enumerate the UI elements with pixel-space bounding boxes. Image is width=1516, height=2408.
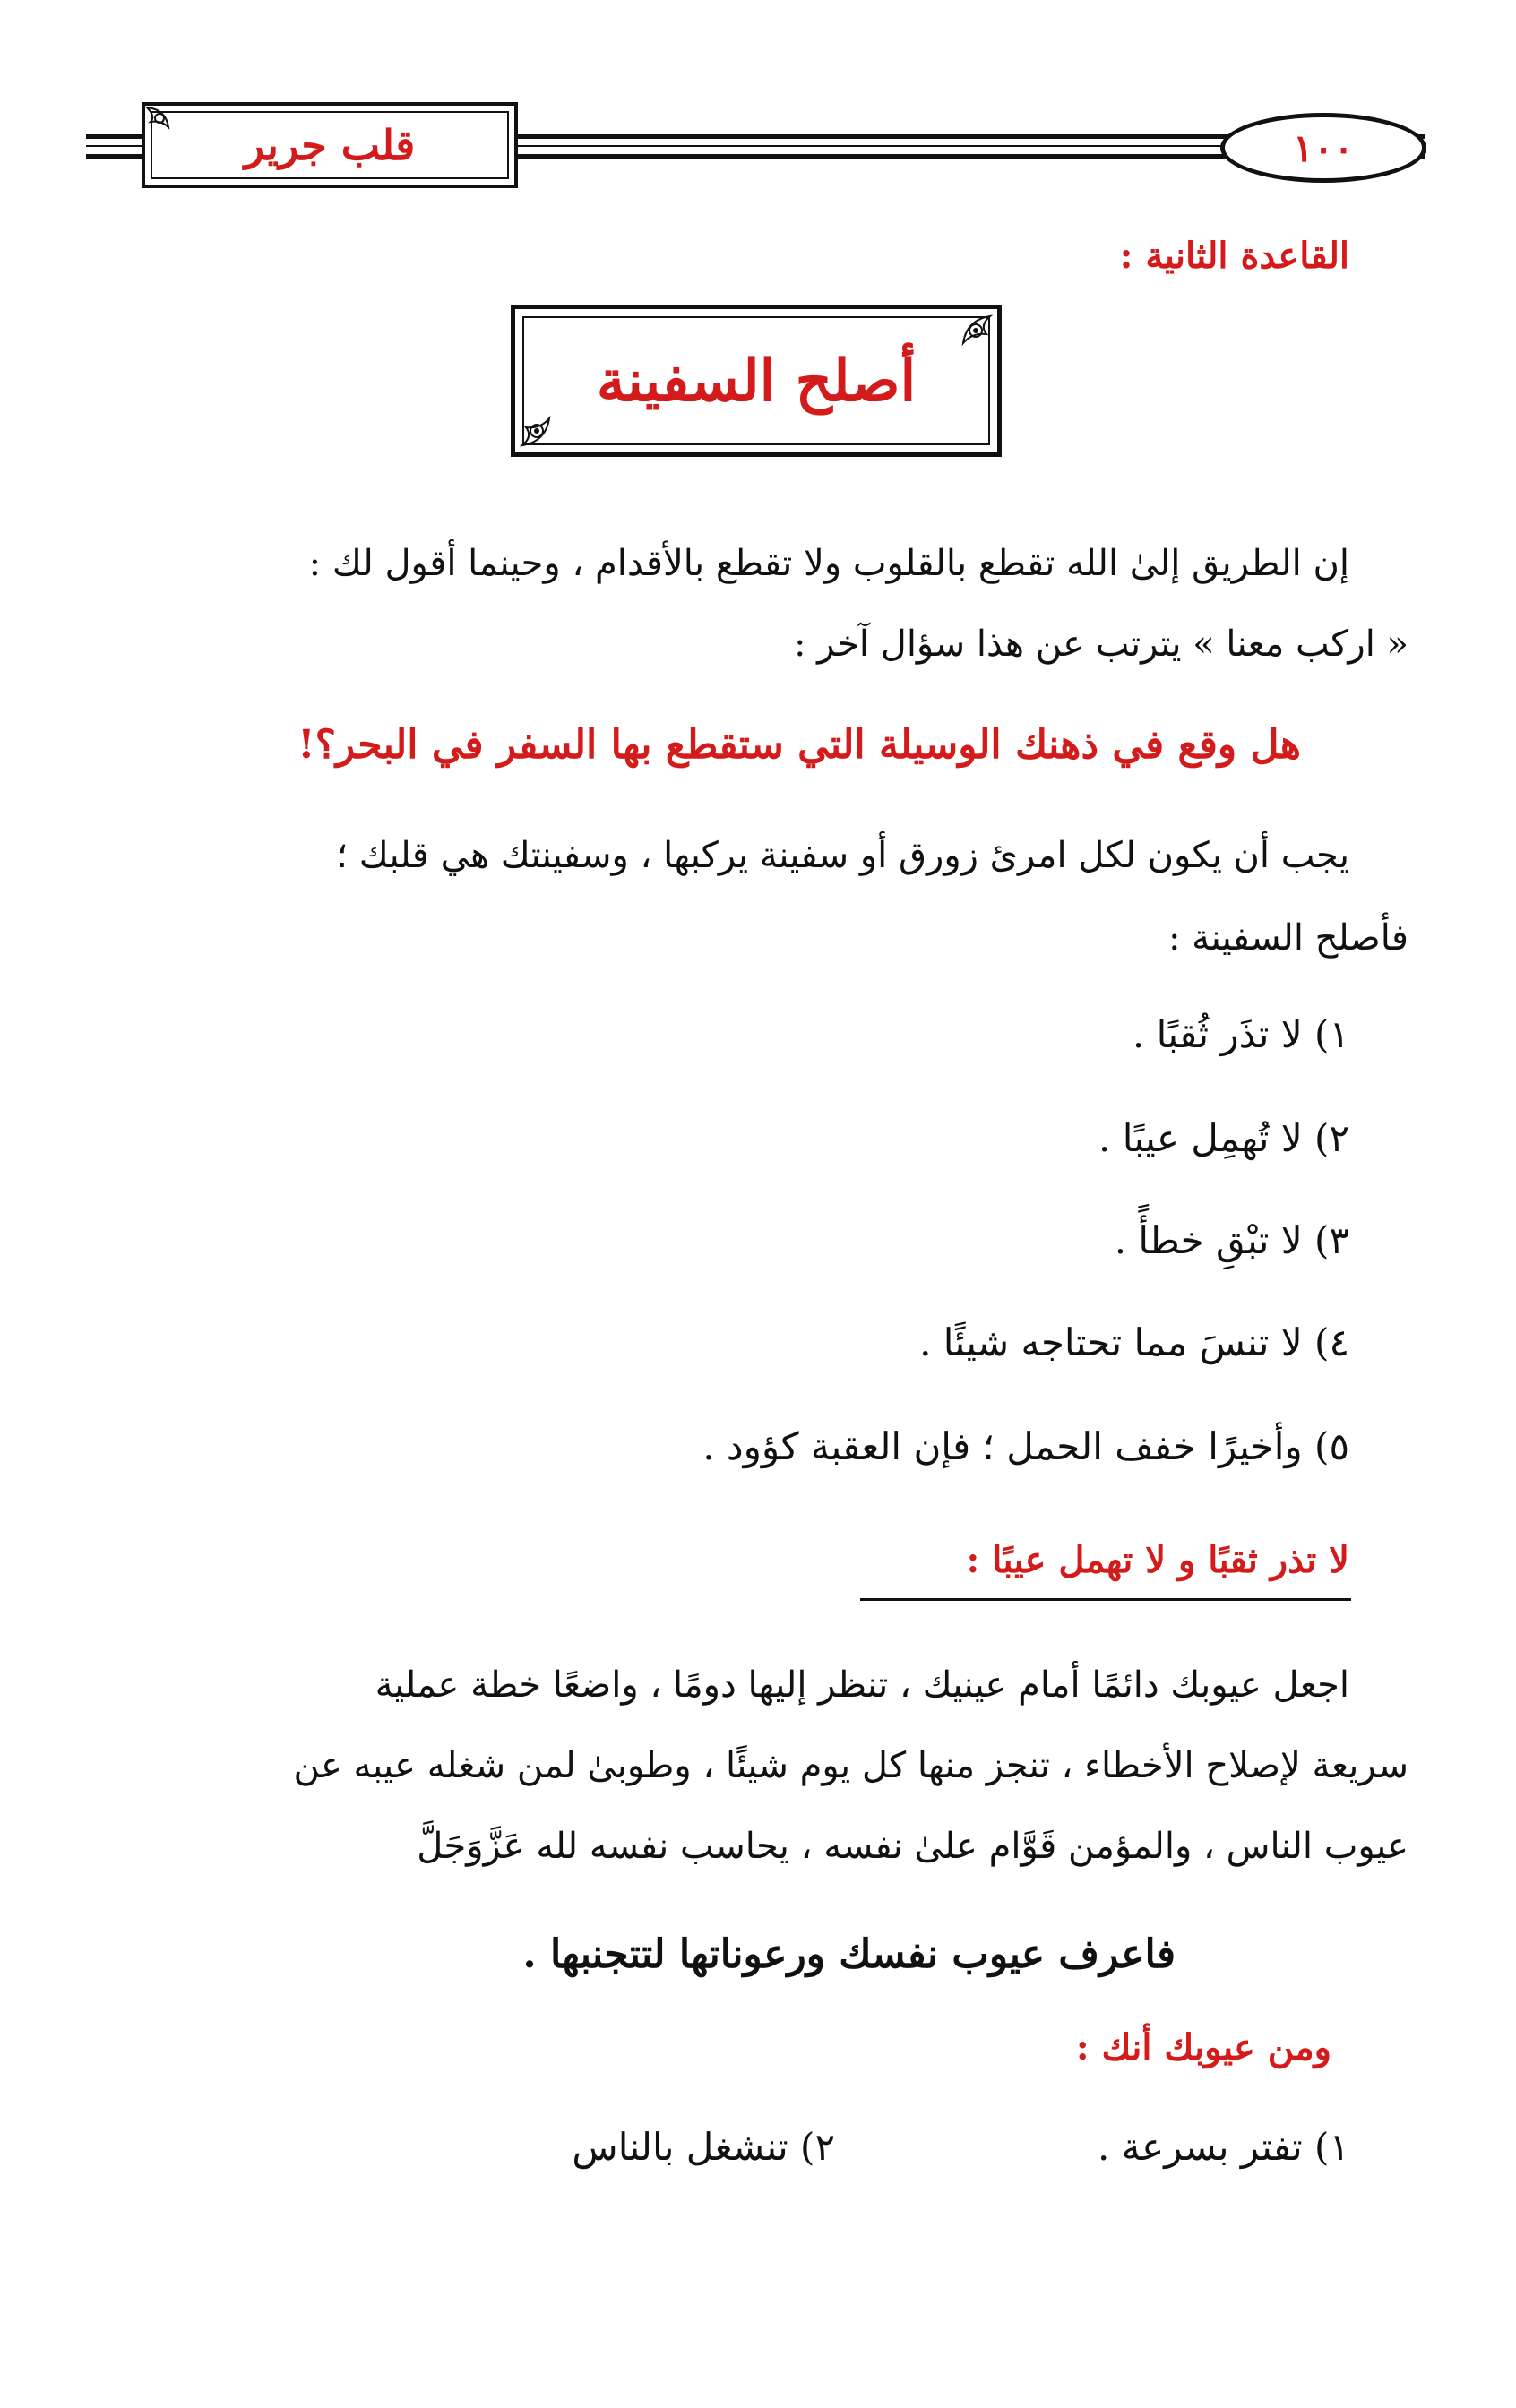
faults-heading: ومن عيوبك أنك :: [1075, 2026, 1331, 2068]
fault-item: ٢) تنشغل بالناس: [572, 2125, 835, 2169]
list-item: ٢) لا تُهمِل عيبًا .: [1098, 1116, 1349, 1160]
list-item: ٤) لا تنسَ مما تحتاجه شيئًا .: [919, 1320, 1349, 1364]
book-title: قلب جرير: [244, 121, 416, 169]
para3-line-2: سريعة لإصلاح الأخطاء ، تنجز منها كل يوم شيئًا ، وطوبىٰ لمن شغله عيبه عن: [293, 1745, 1408, 1786]
page-header: [0, 0, 1516, 233]
book-title-box: [142, 102, 518, 188]
para2-line-1: يجب أن يكون لكل امرئ زورق أو سفينة يركبها ، وسفينتك هي قلبك ؛: [336, 835, 1349, 876]
subheading-underline: [860, 1598, 1351, 1601]
list-item: ١) لا تذَر ثُقبًا .: [1132, 1012, 1349, 1056]
emphasis-line: فاعرف عيوب نفسك ورعوناتها لتتجنبها .: [522, 1931, 1176, 1977]
list-item: ٣) لا تبْقِ خطأً .: [1114, 1218, 1349, 1262]
section-title: أصلح السفينة: [596, 347, 917, 415]
section-title-frame: [511, 305, 1002, 457]
list-item: ٥) وأخيرًا خفف الحمل ؛ فإن العقبة كؤود .: [702, 1424, 1349, 1468]
bottom-left-ornament-icon: [519, 391, 576, 449]
intro-line-2: « اركب معنا » يترتب عن هذا سؤال آخر :: [793, 624, 1408, 665]
corner-ornament-icon: [143, 104, 188, 149]
para2-line-2: فأصلح السفينة :: [1167, 917, 1408, 959]
top-right-ornament-icon: [936, 313, 994, 370]
subheading: لا تذر ثقبًا و لا تهمل عيبًا :: [966, 1539, 1349, 1581]
page-number: ١٠٠: [1293, 125, 1354, 170]
intro-line-1: إن الطريق إلىٰ الله تقطع بالقلوب ولا تقطع بالأقدام ، وحينما أقول لك :: [308, 543, 1349, 584]
question-line: هل وقع في ذهنك الوسيلة التي ستقطع بها السفر في البحر؟!: [297, 722, 1301, 768]
page-number-badge: [1220, 113, 1426, 183]
rule-label: القاعدة الثانية :: [1119, 235, 1349, 277]
fault-item: ١) تفتر بسرعة .: [1097, 2125, 1349, 2169]
para3-line-3: عيوب الناس ، والمؤمن قَوَّام علىٰ نفسه ، يحاسب نفسه لله عَزَّوَجَلَّ: [417, 1826, 1408, 1867]
para3-line-1: اجعل عيوبك دائمًا أمام عينيك ، تنظر إليها دومًا ، واضعًا خطة عملية: [375, 1664, 1349, 1706]
